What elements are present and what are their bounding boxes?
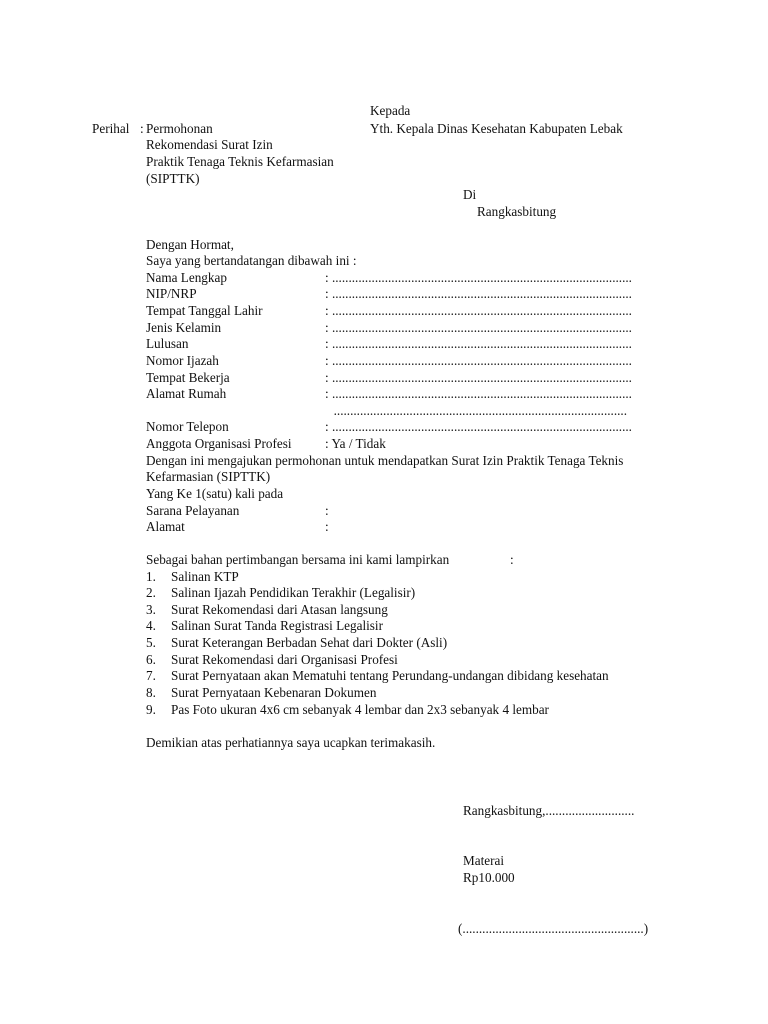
field-label: Nomor Ijazah [146,353,219,368]
field-label: Nomor Telepon [146,419,229,434]
field-value: : ........................................................................................... [325,353,632,368]
perihal-line-1: Permohonan [146,121,213,136]
field-value: : ........................................................................................... [325,286,632,301]
attachment-num: 2. [146,585,156,600]
field-value: : ........................................................................................... [325,320,632,335]
attachment-text: Salinan Ijazah Pendidikan Terakhir (Legalisir) [171,585,416,600]
attachment-num: 6. [146,652,156,667]
attachment-text: Surat Pernyataan Kebenaran Dokumen [171,685,377,700]
field-value: : ........................................................................................... [325,419,632,434]
field-label: Anggota Organisasi Profesi [146,436,292,451]
di-label: Di [463,187,477,202]
ke-line: Yang Ke 1(satu) kali pada [146,486,284,501]
signature-name-line: (.......................................................) [458,921,649,936]
sarana-label: Sarana Pelayanan [146,503,240,518]
greeting: Dengan Hormat, [146,237,234,252]
field-value: : ........................................................................................... [325,270,632,285]
field-label: Tempat Tanggal Lahir [146,303,263,318]
attachment-num: 1. [146,569,156,584]
field-value: : ........................................................................................... [325,303,632,318]
attachment-num: 8. [146,685,156,700]
field-label: NIP/NRP [146,286,197,301]
field-label: Jenis Kelamin [146,320,222,335]
attachment-num: 9. [146,702,156,717]
attachment-text: Surat Rekomendasi dari Organisasi Profesi [171,652,398,667]
kepada-label: Kepada [370,103,411,118]
field-label: Alamat Rumah [146,386,227,401]
field-value: : ........................................................................................... [325,386,632,401]
field-label: Lulusan [146,336,189,351]
perihal-line-3: Praktik Tenaga Teknis Kefarmasian [146,154,334,169]
attachment-text: Pas Foto ukuran 4x6 cm sebanyak 4 lembar dan 2x3 sebanyak 4 lembar [171,702,549,717]
attachment-text: Surat Keterangan Berbadan Sehat dari Dokter (Asli) [171,635,448,650]
attachment-text: Surat Rekomendasi dari Atasan langsung [171,602,388,617]
place-label: Rangkasbitung [477,204,557,219]
intro-line: Saya yang bertandatangan dibawah ini : [146,253,357,268]
perihal-line-2: Rekomendasi Surat Izin [146,137,273,152]
attachment-text: Salinan Surat Tanda Registrasi Legalisir [171,618,383,633]
field-value: ......................................................................................... [327,403,628,418]
perihal-label: Perihal [92,121,130,136]
alamat-label: Alamat [146,519,185,534]
attach-colon: : [510,552,514,567]
perihal-colon: : [140,121,144,136]
request-line-2: Kefarmasian (SIPTTK) [146,469,271,484]
attachment-num: 4. [146,618,156,633]
field-value: : ........................................................................................... [325,336,632,351]
field-value: : ........................................................................................... [325,370,632,385]
recipient: Yth. Kepala Dinas Kesehatan Kabupaten Lebak [370,121,623,136]
attach-intro: Sebagai bahan pertimbangan bersama ini kami lampirkan [146,552,450,567]
signature-date: Rangkasbitung,........................... [463,803,635,818]
sarana-value: : [325,503,329,518]
alamat-value: : [325,519,329,534]
perihal-line-4: (SIPTTK) [146,171,200,186]
request-line-1: Dengan ini mengajukan permohonan untuk mendapatkan Surat Izin Praktik Tenaga Teknis [146,453,624,468]
materai-label: Materai [463,853,505,868]
attachment-text: Salinan KTP [171,569,239,584]
field-label: Tempat Bekerja [146,370,230,385]
materai-amount: Rp10.000 [463,870,515,885]
attachment-text: Surat Pernyataan akan Mematuhi tentang Perundang-undangan dibidang kesehatan [171,668,609,683]
field-label: Nama Lengkap [146,270,227,285]
attachment-num: 3. [146,602,156,617]
field-value: : Ya / Tidak [325,436,386,451]
attachment-num: 7. [146,668,156,683]
closing-line: Demikian atas perhatiannya saya ucapkan terimakasih. [146,735,436,750]
attachment-num: 5. [146,635,156,650]
